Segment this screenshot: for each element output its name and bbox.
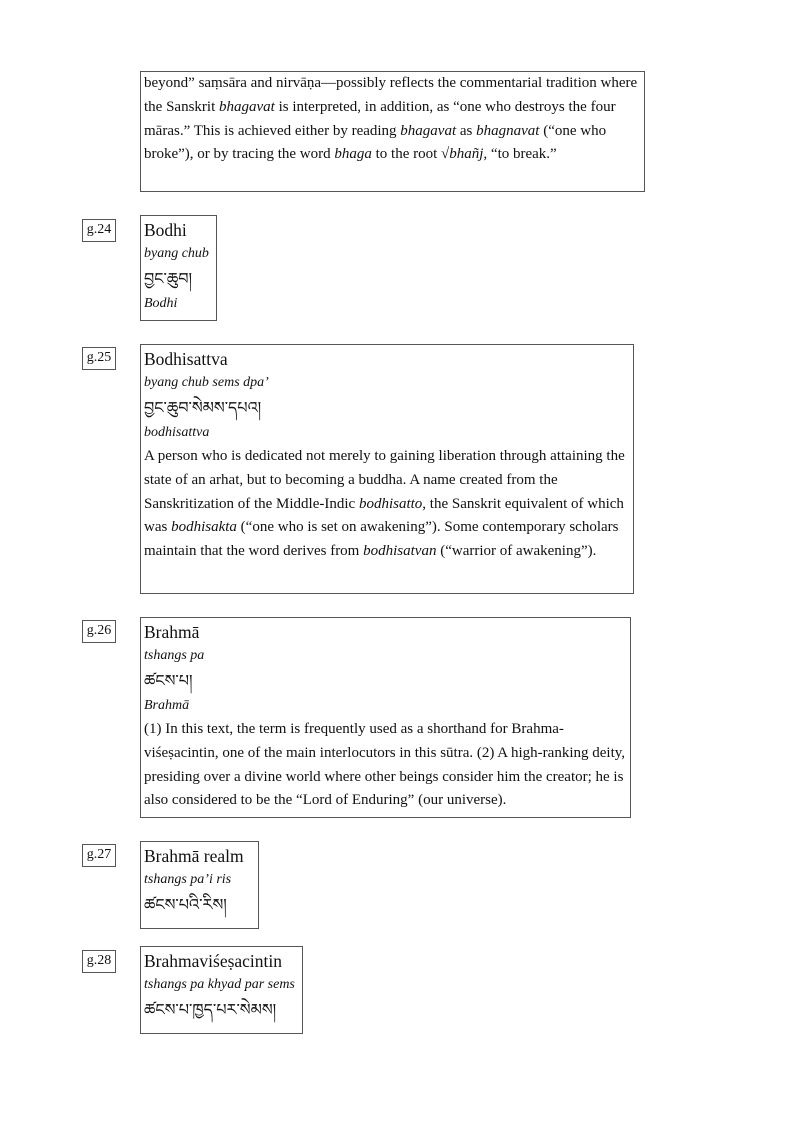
glossary-entry-brahmavisesacintin [140, 946, 303, 1034]
glossary-entry-brahma [140, 617, 631, 818]
entry-wylie: tshangs pa’i ris [144, 872, 232, 887]
glossary-entry-bodhi [140, 215, 217, 321]
continuation-definition-box [140, 71, 645, 192]
entry-wylie: byang chub sems dpa’ [144, 375, 269, 390]
entry-definition: A person who is dedicated not merely to gaining liberation through attaining the state of an arhat, but to becoming a buddha. A name created from the Sanskritization of the Middle-Indic bodhisatto, the Sanskrit equivalent of which was bodhisakta (“one who is set on awakening”). Some contemporary scholars maintain that the word derives from bodhisatvan (“warrior of awakening”). [144, 448, 625, 560]
glossary-id-g28: g.28 [82, 950, 116, 973]
entry-term: Brahmā realm [144, 846, 244, 866]
glossary-entry-brahma-realm [140, 841, 259, 929]
entry-term: Bodhi [144, 220, 187, 240]
entry-wylie: byang chub [144, 246, 209, 261]
entry-term: Brahmaviśeṣacintin [144, 951, 283, 971]
glossary-entry-bodhisattva [140, 344, 634, 594]
glossary-id-g25: g.25 [82, 347, 116, 370]
glossary-id-g27: g.27 [82, 844, 116, 867]
entry-term: Bodhisattva [144, 349, 228, 369]
entry-tibetan: བྱང་ཆུབ། [144, 269, 193, 288]
entry-sanskrit: Bodhi [144, 296, 178, 311]
entry-tibetan: ཚངས་པ། [144, 671, 193, 690]
entry-wylie: tshangs pa [144, 648, 205, 663]
entry-term: Brahmā [144, 622, 200, 642]
entry-sanskrit: Brahmā [144, 698, 190, 713]
entry-tibetan: བྱང་ཆུབ་སེམས་དཔའ། [144, 398, 262, 417]
glossary-id-g26: g.26 [82, 620, 116, 643]
entry-tibetan: ཚངས་པའི་རིས། [144, 895, 227, 914]
entry-definition: (1) In this text, the term is frequently used as a shorthand for Brahma-viśeṣacintin, one of the main interlocutors in this sūtra. (2) A high-ranking deity, presiding over a divine world where other beings consider him the creator; he is also considered to be the “Lord of Enduring” (our universe). [144, 721, 626, 809]
entry-wylie: tshangs pa khyad par sems [144, 977, 295, 992]
continuation-definition-text: beyond” saṃsāra and nirvāṇa—possibly reflects the commentarial tradition where the Sanskrit bhagavat is interpreted, in addition, as “one who destroys the four māras.” This is achieved either by reading bhagavat as bhagnavat (“one who broke”), or by tracing the word bhaga to the root √bhañj, “to break.” [144, 75, 638, 163]
entry-tibetan: ཚངས་པ་ཁྱད་པར་སེམས། [144, 1000, 277, 1019]
entry-sanskrit: bodhisattva [144, 425, 210, 440]
glossary-id-g24: g.24 [82, 219, 116, 242]
